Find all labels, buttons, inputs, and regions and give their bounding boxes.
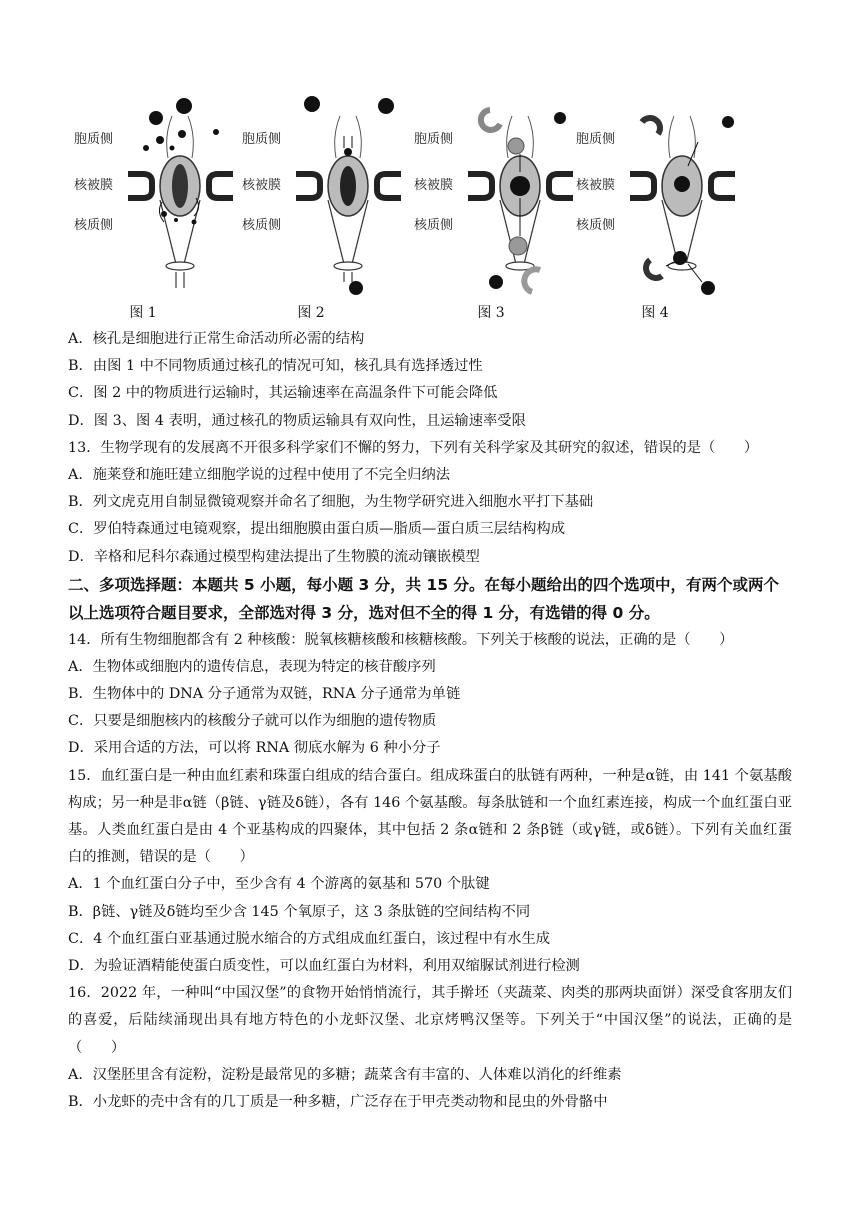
figure-3-diagram bbox=[408, 96, 578, 301]
q15-stem: 15．血红蛋白是一种由血红素和珠蛋白组成的结合蛋白。组成珠蛋白的肽链有两种，一种是α链，由 141 个氨基酸构成；另一种是非α链（β链、γ链及δ链），各有 146 个氨基酸。每条肽链和一个血红素连接，构成一个血红蛋白亚基。人类血红蛋白是由 4 个亚基构成的四聚体，其中包括 2 条α链和 2 条β链（或γ链，或δ链）。下列有关血红蛋白的推测，错误的是（ ） bbox=[68, 767, 792, 866]
label-nucleoplasm-side: 核质侧 bbox=[242, 218, 282, 233]
label-nucleoplasm-side: 核质侧 bbox=[74, 218, 114, 233]
figure-1 bbox=[68, 96, 238, 326]
question-15 bbox=[68, 763, 792, 981]
q15-option-c: C．4 个血红蛋白亚基通过脱水缩合的方式组成血红蛋白，该过程中有水生成 bbox=[68, 930, 551, 947]
q14-stem: 14．所有生物细胞都含有 2 种核酸：脱氧核糖核酸和核糖核酸。下列关于核酸的说法，正确的是（ ） bbox=[68, 631, 734, 648]
q16-option-b: B．小龙虾的壳中含有的几丁质是一种多糖，广泛存在于甲壳类动物和昆虫的外骨骼中 bbox=[68, 1093, 608, 1110]
q14-option-b: B．生物体中的 DNA 分子通常为双链，RNA 分子通常为单链 bbox=[68, 686, 461, 703]
q13-option-c: C．罗伯特森通过电镜观察，提出细胞膜由蛋白质—脂质—蛋白质三层结构构成 bbox=[68, 521, 566, 538]
figure-4-diagram bbox=[570, 96, 740, 301]
label-nuclear-envelope: 核被膜 bbox=[576, 178, 616, 193]
q15-option-d: D．为验证酒精能使蛋白质变性，可以血红蛋白为材料，利用双缩脲试剂进行检测 bbox=[68, 958, 580, 974]
section-2-heading: 二、多项选择题：本题共 5 小题，每小题 3 分，共 15 分。在每小题给出的四个选项中，有两个或两个以上选项符合题目要求，全部选对得 3 分，选对但不全的得 1 分，有选错的得 0 分。 bbox=[68, 575, 780, 622]
q14-option-c: C．只要是细胞核内的核酸分子就可以作为细胞的遗传物质 bbox=[68, 713, 437, 730]
q12-option-b: B．由图 1 中不同物质通过核孔的情况可知，核孔具有选择透过性 bbox=[68, 358, 483, 375]
label-cytoplasm-side: 胞质侧 bbox=[576, 132, 616, 147]
figure-2 bbox=[236, 96, 406, 326]
label-nucleoplasm-side: 核质侧 bbox=[414, 218, 454, 233]
label-cytoplasm-side: 胞质侧 bbox=[414, 132, 454, 147]
figure-3 bbox=[408, 96, 578, 326]
nuclear-pore-figures bbox=[68, 96, 728, 326]
q13-option-b: B．列文虎克用自制显微镜观察并命名了细胞，为生物学研究进入细胞水平打下基础 bbox=[68, 494, 594, 511]
q12-option-a: A．核孔是细胞进行正常生命活动所必需的结构 bbox=[68, 331, 365, 347]
figure-1-caption: 图 1 bbox=[129, 305, 157, 321]
question-13 bbox=[68, 435, 792, 571]
q13-option-a: A．施莱登和施旺建立细胞学说的过程中使用了不完全归纳法 bbox=[68, 466, 451, 483]
question-14 bbox=[68, 627, 792, 763]
label-nuclear-envelope: 核被膜 bbox=[242, 178, 282, 193]
figure-1-diagram bbox=[68, 96, 238, 301]
figure-4 bbox=[570, 96, 740, 326]
q15-option-a: A．1 个血红蛋白分子中，至少含有 4 个游离的氨基和 570 个肽键 bbox=[68, 876, 490, 893]
figure-2-caption: 图 2 bbox=[297, 305, 325, 321]
q15-option-b: B．β链、γ链及δ链均至少含 145 个氧原子，这 3 条肽链的空间结构不同 bbox=[68, 903, 531, 920]
figure-3-caption: 图 3 bbox=[477, 305, 505, 321]
question-16 bbox=[68, 980, 792, 1116]
q16-stem: 16．2022 年，一种叫“中国汉堡”的食物开始悄悄流行，其手擀坯（夹蔬菜、肉类的那两块面饼）深受食客朋友们的喜爱，后陆续涌现出具有地方特色的小龙虾汉堡、北京烤鸭汉堡等。下列关于“中国汉堡”的说法，正确的是（ ） bbox=[68, 985, 792, 1056]
q12-option-d: D．图 3、图 4 表明，通过核孔的物质运输具有双向性，且运输速率受限 bbox=[68, 412, 526, 429]
label-nuclear-envelope: 核被膜 bbox=[74, 178, 114, 193]
q14-option-d: D．采用合适的方法，可以将 RNA 彻底水解为 6 种小分子 bbox=[68, 740, 441, 757]
figure-2-diagram bbox=[236, 96, 406, 301]
q12-option-c: C．图 2 中的物质进行运输时，其运输速率在高温条件下可能会降低 bbox=[68, 385, 498, 402]
q13-stem: 13．生物学现有的发展离不开很多科学家们不懈的努力，下列有关科学家及其研究的叙述，错误的是（ ） bbox=[68, 439, 759, 456]
exam-content bbox=[68, 326, 792, 1116]
label-nucleoplasm-side: 核质侧 bbox=[576, 218, 616, 233]
question-12-options bbox=[68, 326, 792, 435]
label-cytoplasm-side: 胞质侧 bbox=[74, 132, 114, 147]
figure-4-caption: 图 4 bbox=[641, 305, 669, 321]
label-cytoplasm-side: 胞质侧 bbox=[242, 132, 282, 147]
q14-option-a: A．生物体或细胞内的遗传信息，表现为特定的核苷酸序列 bbox=[68, 658, 436, 675]
q13-option-d: D．辛格和尼科尔森通过模型构建法提出了生物膜的流动镶嵌模型 bbox=[68, 548, 480, 565]
q16-option-a: A．汉堡胚里含有淀粉，淀粉是最常见的多糖；蔬菜含有丰富的、人体难以消化的纤维素 bbox=[68, 1066, 622, 1083]
label-nuclear-envelope: 核被膜 bbox=[414, 178, 454, 193]
